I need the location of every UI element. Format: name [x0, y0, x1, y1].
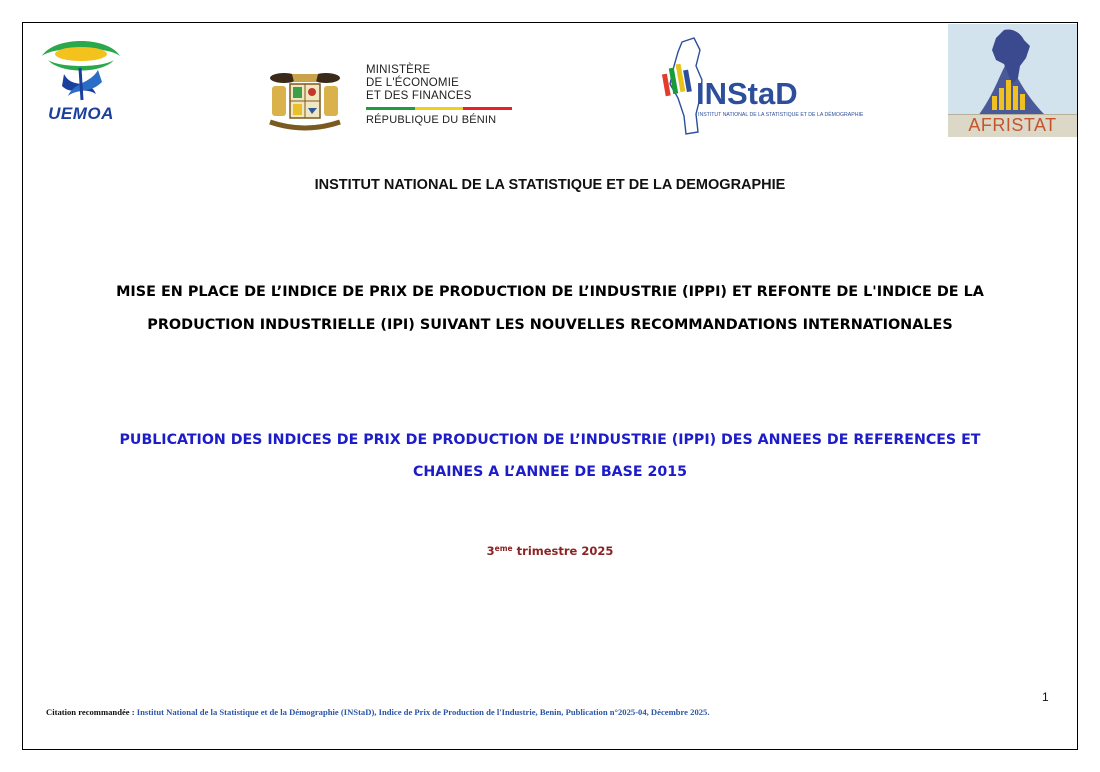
instad-subtitle: INSTITUT NATIONAL DE LA STATISTIQUE ET DE LA DÉMOGRAPHIE — [698, 112, 864, 118]
afristat-wordmark: AFRISTAT — [968, 115, 1057, 135]
main-title-line: MISE EN PLACE DE L’INDICE DE PRIX DE PRODUCTION DE L’INDUSTRIE (IPPI) ET REFONTE DE L'INDICE DE LA — [116, 284, 984, 300]
ministry-line: DE L'ÉCONOMIE — [366, 77, 459, 89]
uemoa-emblem-icon — [24, 34, 138, 106]
flag-color-bar — [366, 107, 512, 110]
publication-title-line: CHAINES A L’ANNEE DE BASE 2015 — [413, 464, 687, 480]
publication-title — [40, 424, 1060, 488]
uemoa-wordmark: UEMOA — [48, 104, 114, 123]
instad-logo — [656, 36, 864, 138]
main-title-line: PRODUCTION INDUSTRIELLE (IPI) SUIVANT LES NOUVELLES RECOMMANDATIONS INTERNATIONALES — [147, 317, 953, 333]
uemoa-logo — [24, 34, 138, 126]
citation-text: Institut National de la Statistique et de la Démographie (INStaD), Indice de Prix de Production de l'Industrie, Benin, Publication n°2025-04, Décembre 2025. — [136, 707, 710, 717]
afristat-africa-icon — [948, 24, 1077, 116]
coat-of-arms-icon — [262, 64, 348, 134]
citation — [46, 707, 709, 717]
instad-wordmark: INStaD — [696, 76, 798, 111]
flag-yellow-stripe — [415, 107, 464, 110]
institute-title: INSTITUT NATIONAL DE LA STATISTIQUE ET DE LA DEMOGRAPHIE — [314, 177, 786, 193]
quarter-label — [0, 544, 1100, 558]
quarter-number: 3 — [486, 544, 495, 558]
afristat-logo — [948, 24, 1077, 137]
flag-green-stripe — [366, 107, 415, 110]
page-number: 1 — [1042, 690, 1049, 704]
ministry-block — [366, 64, 516, 126]
quarter-text: trimestre 2025 — [512, 544, 614, 558]
publication-title-line: PUBLICATION DES INDICES DE PRIX DE PRODUCTION DE L’INDUSTRIE (IPPI) DES ANNEES DE REFERENCES ET — [119, 432, 981, 448]
republic-label: RÉPUBLIQUE DU BÉNIN — [366, 114, 497, 126]
page-frame — [22, 22, 1078, 750]
ministry-line: MINISTÈRE — [366, 64, 431, 76]
quarter-suffix: eme — [494, 544, 513, 553]
flag-red-stripe — [463, 107, 512, 110]
citation-label: Citation recommandée : — [46, 707, 137, 717]
ministry-line: ET DES FINANCES — [366, 90, 472, 102]
benin-coat-of-arms — [262, 64, 348, 134]
main-title — [40, 276, 1060, 342]
